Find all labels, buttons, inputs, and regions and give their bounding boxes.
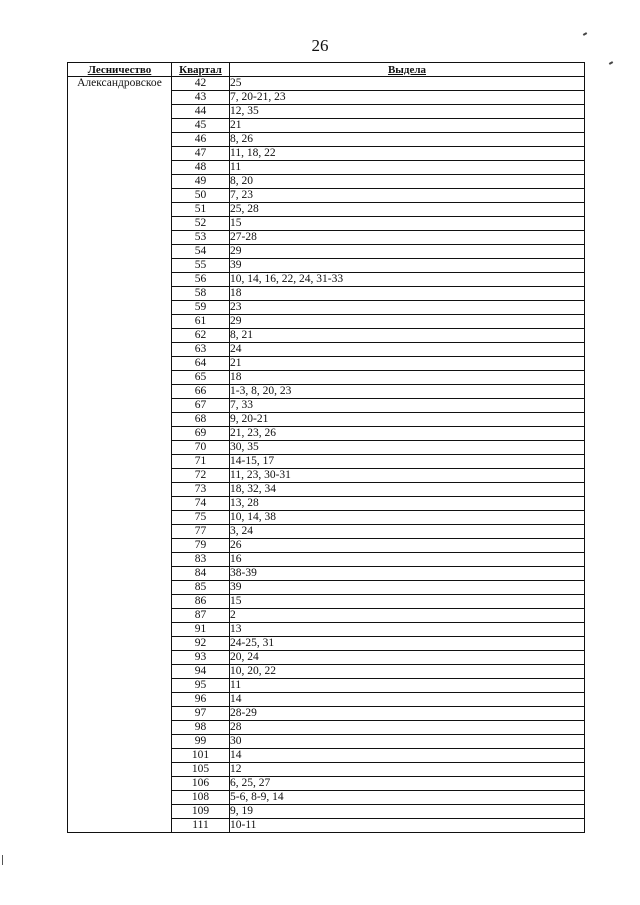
plots-cell: 6, 25, 27 [230, 777, 585, 791]
plots-cell: 29 [230, 245, 585, 259]
quarter-cell: 45 [172, 119, 230, 133]
quarter-cell: 96 [172, 693, 230, 707]
plots-cell: 39 [230, 581, 585, 595]
plots-cell: 26 [230, 539, 585, 553]
plots-cell: 30 [230, 735, 585, 749]
plots-cell: 8, 26 [230, 133, 585, 147]
quarter-cell: 47 [172, 147, 230, 161]
plots-cell: 15 [230, 217, 585, 231]
plots-cell: 7, 23 [230, 189, 585, 203]
district-name: Александровское [68, 77, 172, 833]
plots-cell: 39 [230, 259, 585, 273]
forestry-table [67, 62, 585, 833]
plots-cell: 9, 19 [230, 805, 585, 819]
plots-cell: 5-6, 8-9, 14 [230, 791, 585, 805]
quarter-cell: 75 [172, 511, 230, 525]
plots-cell: 28 [230, 721, 585, 735]
scan-mark [609, 61, 613, 65]
quarter-cell: 106 [172, 777, 230, 791]
quarter-cell: 62 [172, 329, 230, 343]
header-plots: Выдела [230, 63, 585, 77]
quarter-cell: 54 [172, 245, 230, 259]
quarter-cell: 77 [172, 525, 230, 539]
quarter-cell: 87 [172, 609, 230, 623]
plots-cell: 24 [230, 343, 585, 357]
quarter-cell: 86 [172, 595, 230, 609]
quarter-cell: 55 [172, 259, 230, 273]
plots-cell: 10, 14, 16, 22, 24, 31-33 [230, 273, 585, 287]
quarter-cell: 98 [172, 721, 230, 735]
quarter-cell: 72 [172, 469, 230, 483]
plots-cell: 11 [230, 679, 585, 693]
plots-cell: 10, 14, 38 [230, 511, 585, 525]
quarter-cell: 46 [172, 133, 230, 147]
quarter-cell: 73 [172, 483, 230, 497]
quarter-cell: 105 [172, 763, 230, 777]
plots-cell: 18, 32, 34 [230, 483, 585, 497]
plots-cell: 7, 20-21, 23 [230, 91, 585, 105]
plots-cell: 10-11 [230, 819, 585, 833]
quarter-cell: 69 [172, 427, 230, 441]
plots-cell: 11, 18, 22 [230, 147, 585, 161]
plots-cell: 7, 33 [230, 399, 585, 413]
quarter-cell: 111 [172, 819, 230, 833]
plots-cell: 25 [230, 77, 585, 91]
plots-cell: 25, 28 [230, 203, 585, 217]
plots-cell: 12 [230, 763, 585, 777]
plots-cell: 14 [230, 749, 585, 763]
binding-mark [2, 855, 3, 865]
quarter-cell: 108 [172, 791, 230, 805]
plots-cell: 11 [230, 161, 585, 175]
header-quarter: Квартал [172, 63, 230, 77]
quarter-cell: 67 [172, 399, 230, 413]
plots-cell: 9, 20-21 [230, 413, 585, 427]
quarter-cell: 70 [172, 441, 230, 455]
quarter-cell: 93 [172, 651, 230, 665]
table-header-row [68, 63, 585, 77]
plots-cell: 11, 23, 30-31 [230, 469, 585, 483]
quarter-cell: 64 [172, 357, 230, 371]
quarter-cell: 68 [172, 413, 230, 427]
plots-cell: 24-25, 31 [230, 637, 585, 651]
plots-cell: 1-3, 8, 20, 23 [230, 385, 585, 399]
quarter-cell: 58 [172, 287, 230, 301]
quarter-cell: 109 [172, 805, 230, 819]
quarter-cell: 85 [172, 581, 230, 595]
plots-cell: 21 [230, 119, 585, 133]
table-body [68, 77, 585, 833]
quarter-cell: 92 [172, 637, 230, 651]
plots-cell: 8, 20 [230, 175, 585, 189]
plots-cell: 20, 24 [230, 651, 585, 665]
quarter-cell: 97 [172, 707, 230, 721]
header-district: Лесничество [68, 63, 172, 77]
quarter-cell: 52 [172, 217, 230, 231]
plots-cell: 18 [230, 371, 585, 385]
quarter-cell: 56 [172, 273, 230, 287]
plots-cell: 28-29 [230, 707, 585, 721]
plots-cell: 21, 23, 26 [230, 427, 585, 441]
plots-cell: 23 [230, 301, 585, 315]
quarter-cell: 63 [172, 343, 230, 357]
quarter-cell: 42 [172, 77, 230, 91]
quarter-cell: 83 [172, 553, 230, 567]
quarter-cell: 95 [172, 679, 230, 693]
quarter-cell: 48 [172, 161, 230, 175]
plots-cell: 27-28 [230, 231, 585, 245]
quarter-cell: 50 [172, 189, 230, 203]
plots-cell: 15 [230, 595, 585, 609]
page-number: 26 [311, 36, 329, 55]
plots-cell: 14 [230, 693, 585, 707]
plots-cell: 12, 35 [230, 105, 585, 119]
plots-cell: 38-39 [230, 567, 585, 581]
plots-cell: 21 [230, 357, 585, 371]
plots-cell: 3, 24 [230, 525, 585, 539]
quarter-cell: 91 [172, 623, 230, 637]
quarter-cell: 49 [172, 175, 230, 189]
plots-cell: 13 [230, 623, 585, 637]
quarter-cell: 74 [172, 497, 230, 511]
plots-cell: 18 [230, 287, 585, 301]
plots-cell: 29 [230, 315, 585, 329]
plots-cell: 8, 21 [230, 329, 585, 343]
quarter-cell: 59 [172, 301, 230, 315]
quarter-cell: 44 [172, 105, 230, 119]
plots-cell: 14-15, 17 [230, 455, 585, 469]
quarter-cell: 66 [172, 385, 230, 399]
table-row [68, 77, 585, 91]
plots-cell: 13, 28 [230, 497, 585, 511]
plots-cell: 16 [230, 553, 585, 567]
quarter-cell: 43 [172, 91, 230, 105]
quarter-cell: 61 [172, 315, 230, 329]
quarter-cell: 71 [172, 455, 230, 469]
quarter-cell: 53 [172, 231, 230, 245]
quarter-cell: 99 [172, 735, 230, 749]
quarter-cell: 51 [172, 203, 230, 217]
quarter-cell: 79 [172, 539, 230, 553]
plots-cell: 30, 35 [230, 441, 585, 455]
quarter-cell: 94 [172, 665, 230, 679]
plots-cell: 2 [230, 609, 585, 623]
quarter-cell: 101 [172, 749, 230, 763]
quarter-cell: 84 [172, 567, 230, 581]
quarter-cell: 65 [172, 371, 230, 385]
plots-cell: 10, 20, 22 [230, 665, 585, 679]
